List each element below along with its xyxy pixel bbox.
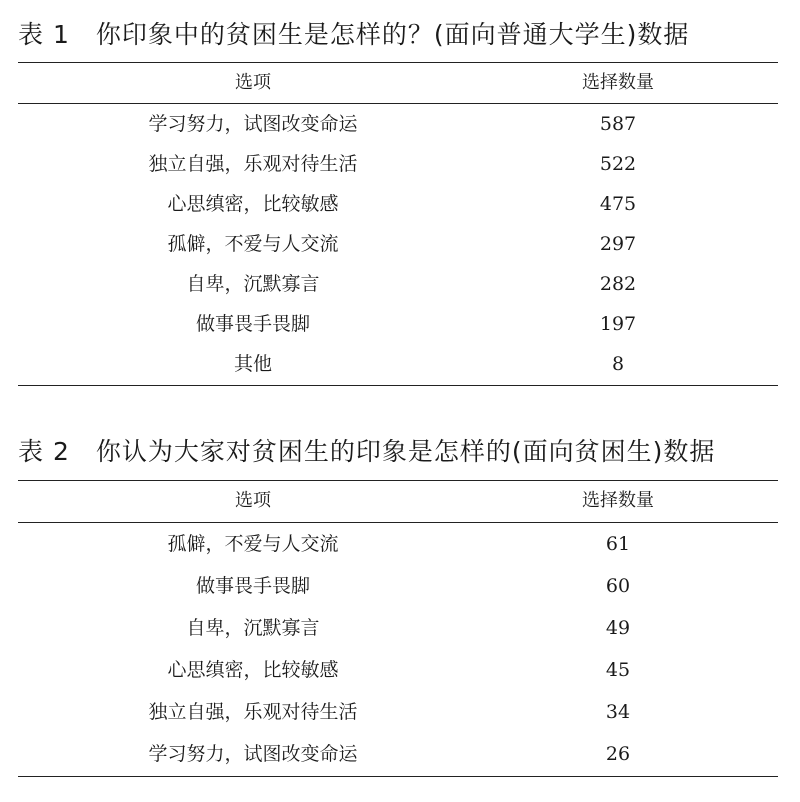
option-cell: 孤僻，不爱与人交流	[167, 533, 339, 555]
table-row	[18, 184, 778, 224]
table-2-header-row	[18, 481, 778, 521]
count-cell: 8	[611, 353, 625, 375]
table-2-caption-number: 表 2	[18, 437, 70, 466]
table-2-caption-text: 你认为大家对贫困生的印象是怎样的(面向贫困生)数据	[95, 437, 716, 466]
table-row	[18, 224, 778, 264]
option-cell: 做事畏手畏脚	[195, 313, 310, 335]
option-cell: 自卑，沉默寡言	[186, 273, 320, 295]
table-row	[18, 104, 778, 144]
table-1-bottom-rule	[18, 385, 778, 386]
option-cell: 孤僻，不爱与人交流	[167, 233, 339, 255]
count-cell: 49	[605, 617, 631, 639]
option-cell: 独立自强，乐观对待生活	[148, 701, 358, 723]
option-cell: 心思缜密，比较敏感	[167, 659, 339, 681]
table-1-caption	[18, 18, 689, 52]
table-1-caption-number: 表 1	[18, 20, 70, 49]
table-row	[18, 524, 778, 564]
table-2-header-rule	[18, 522, 778, 523]
table-1-header-count: 选择数量	[582, 72, 654, 93]
count-cell: 522	[599, 153, 637, 175]
table-row	[18, 344, 778, 384]
table-1-header-option: 选项	[235, 72, 271, 93]
option-cell: 学习努力，试图改变命运	[148, 113, 358, 135]
count-cell: 61	[605, 533, 631, 555]
option-cell: 学习努力，试图改变命运	[148, 743, 358, 765]
table-row	[18, 264, 778, 304]
count-cell: 197	[599, 313, 637, 335]
count-cell: 26	[605, 743, 631, 765]
count-cell: 282	[599, 273, 637, 295]
option-cell: 其他	[233, 353, 272, 375]
option-cell: 心思缜密，比较敏感	[167, 193, 339, 215]
count-cell: 297	[599, 233, 637, 255]
table-2-bottom-rule	[18, 776, 778, 777]
option-cell: 做事畏手畏脚	[195, 575, 310, 597]
table-row	[18, 692, 778, 732]
table-2-header-count: 选择数量	[582, 490, 654, 511]
count-cell: 34	[605, 701, 631, 723]
option-cell: 独立自强，乐观对待生活	[148, 153, 358, 175]
table-row	[18, 650, 778, 690]
table-2-caption	[18, 435, 715, 469]
count-cell: 60	[605, 575, 631, 597]
count-cell: 587	[599, 113, 637, 135]
table-1-caption-text: 你印象中的贫困生是怎样的？(面向普通大学生)数据	[95, 20, 690, 49]
table-2-header-option: 选项	[235, 490, 271, 511]
count-cell: 45	[605, 659, 631, 681]
option-cell: 自卑，沉默寡言	[186, 617, 320, 639]
count-cell: 475	[599, 193, 637, 215]
table-1-header-row	[18, 63, 778, 103]
table-row	[18, 144, 778, 184]
table-row	[18, 734, 778, 774]
table-row	[18, 304, 778, 344]
table-row	[18, 566, 778, 606]
table-row	[18, 608, 778, 648]
